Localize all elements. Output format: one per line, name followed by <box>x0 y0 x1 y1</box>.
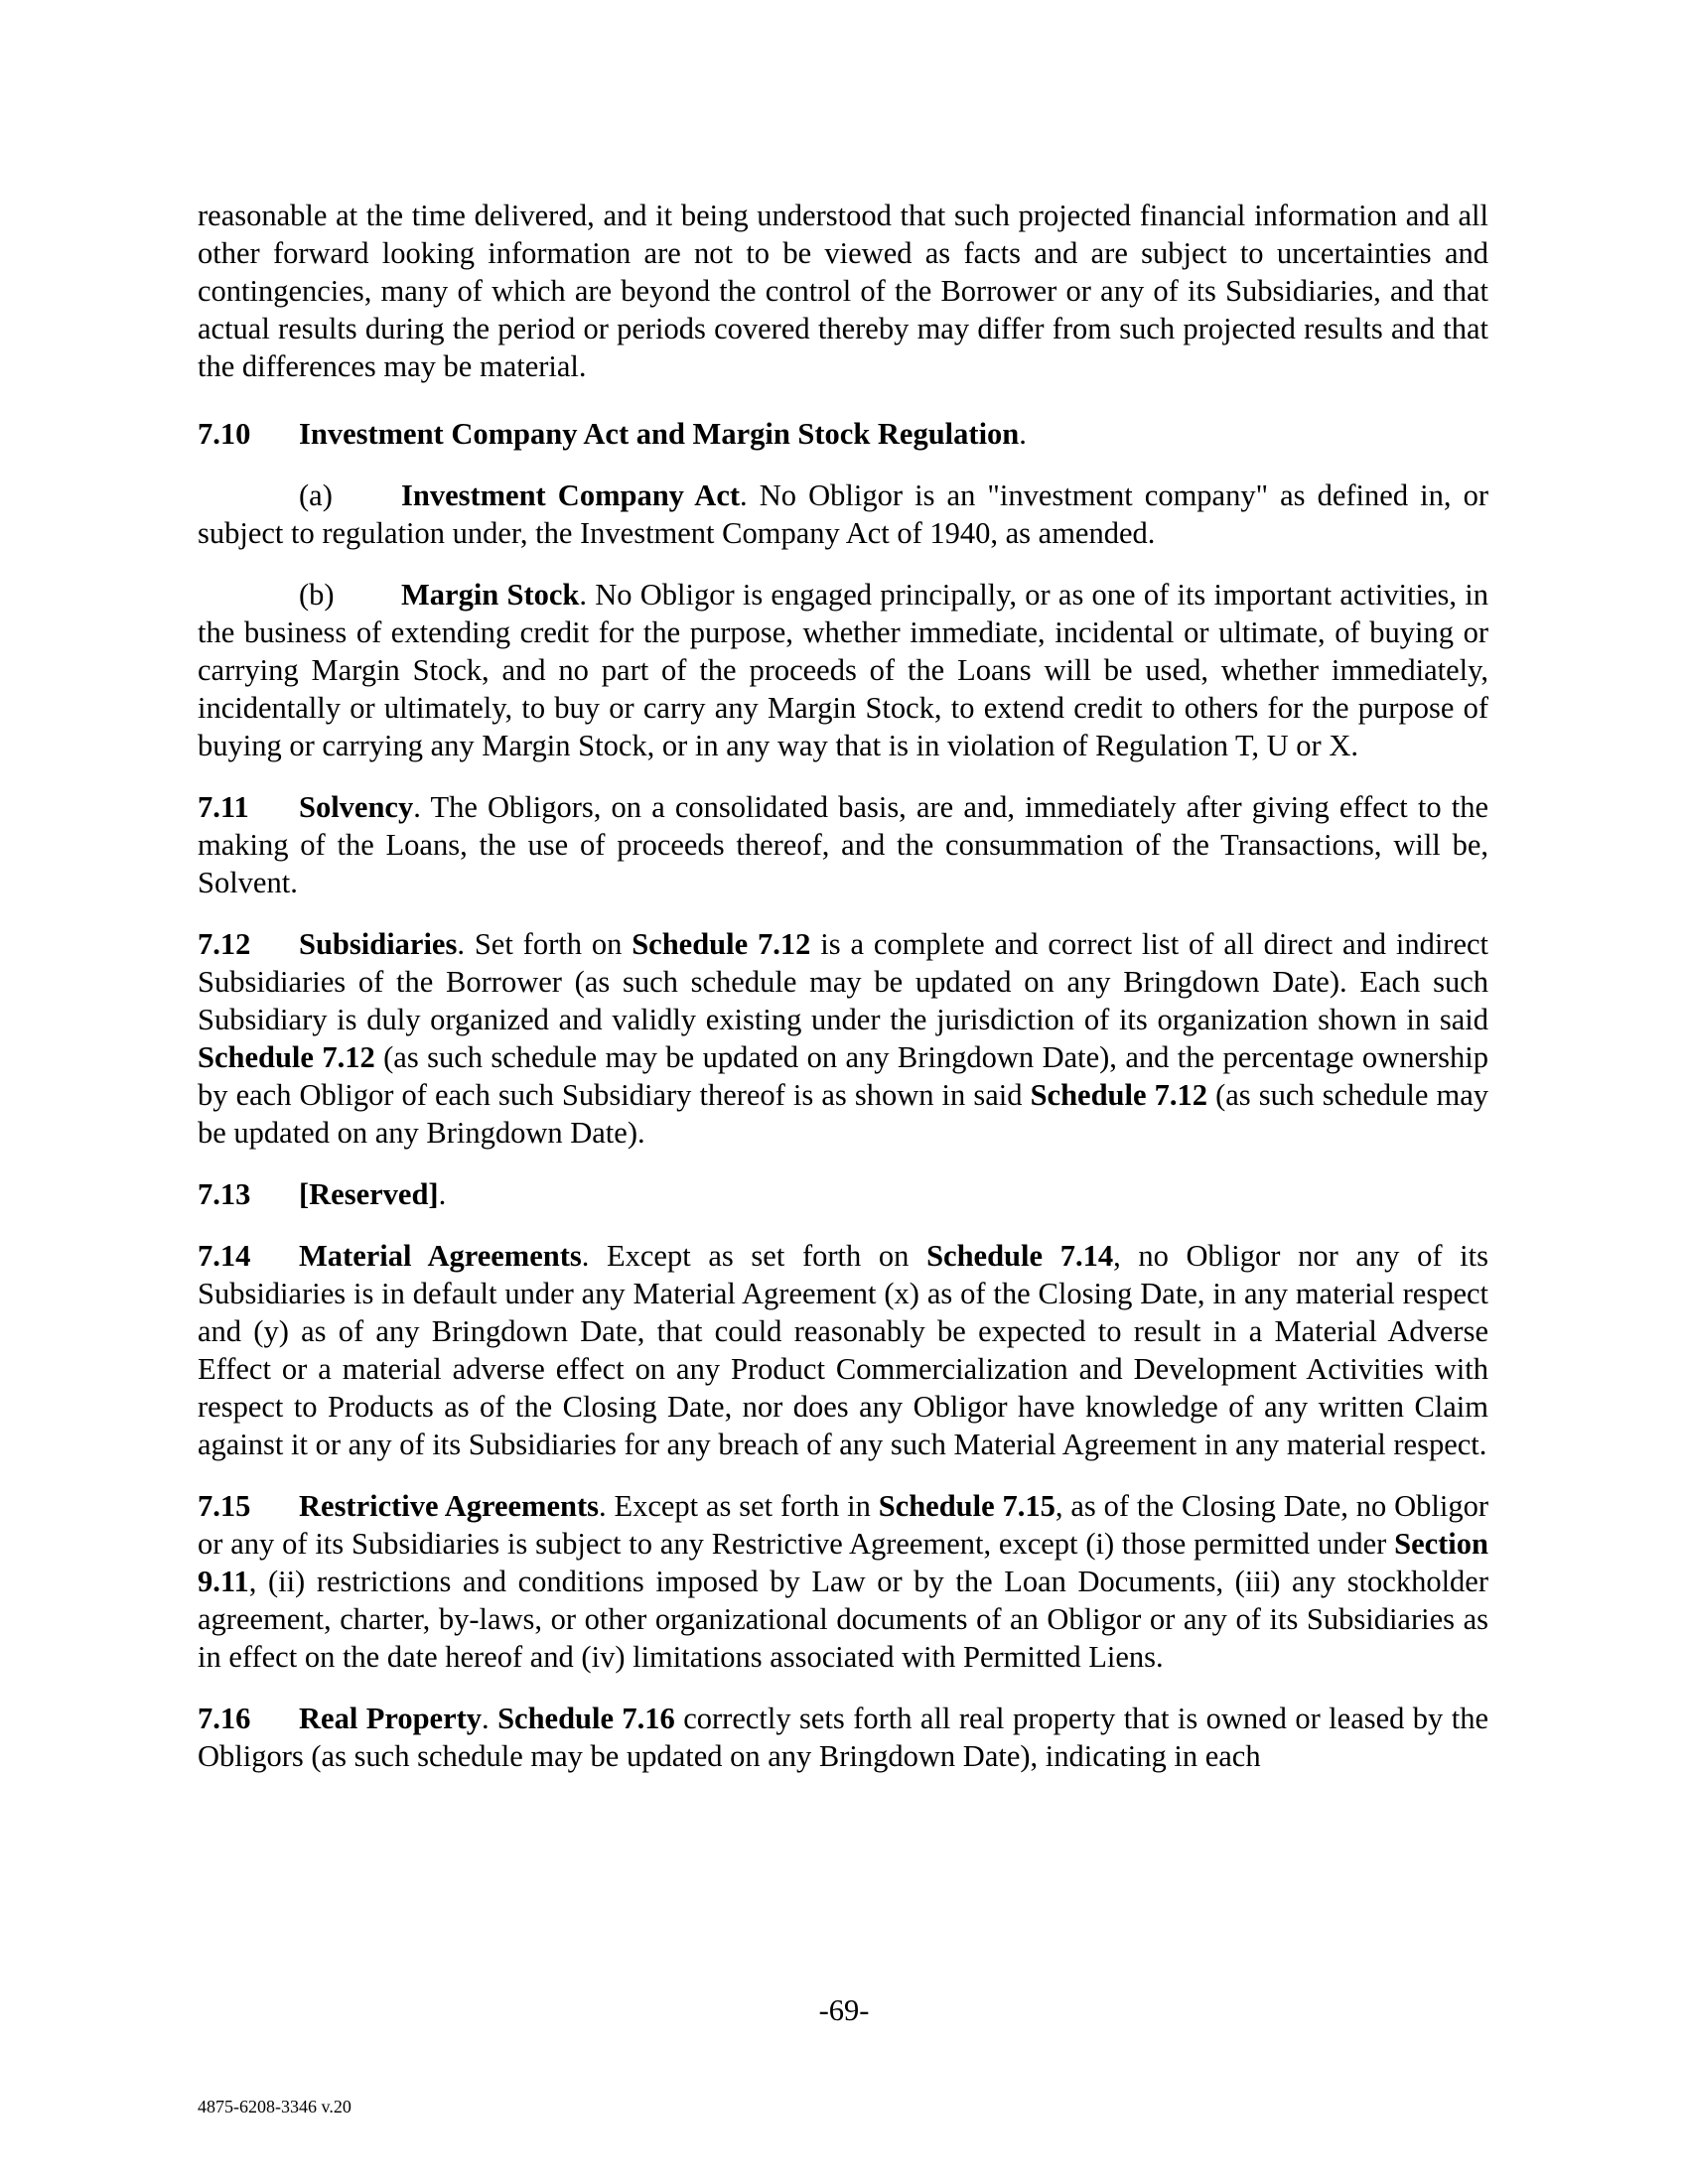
section-number: 7.11 <box>198 790 249 824</box>
schedule-reference: Schedule 7.14 <box>926 1239 1114 1273</box>
page-number: -69- <box>818 1993 870 2027</box>
section-7-10-a: (a) Investment Company Act. No Obligor is an "investment company" as defined in, or subject to regulation under, the Investment Company Act of 1940, as amended. <box>198 478 1489 550</box>
section-7-13: 7.13 [Reserved]. <box>198 1177 447 1211</box>
section-7-14: 7.14 Material Agreements. Except as set forth on Schedule 7.14, no Obligor nor any of its Subsidiaries is in default under any Material Agreement (x) as of the Closing Date, in any material respect and (y) as of any Bringdown Date, that could reasonably be expected to result in a Material Adverse Effect or a material adverse effect on any Product Commercialization and Development Activities with respect to Products as of the Closing Date, nor does any Obligor have knowledge of any written Claim against it or any of its Subsidiaries for any breach of any such Material Agreement in any material respect. <box>198 1239 1488 1461</box>
schedule-reference: Schedule 7.16 <box>497 1702 675 1735</box>
document-id: 4875-6208-3346 v.20 <box>198 2097 352 2116</box>
page-content <box>198 197 1488 1775</box>
section-7-10-b: (b) Margin Stock. No Obligor is engaged principally, or as one of its important activities, in the business of extending credit for the purpose, whether immediate, incidental or ultimate, of buying or carrying Margin Stock, and no part of the proceeds of the Loans will be used, whether immediately, incidentally or ultimately, to buy or carry any Margin Stock, to extend credit to others for the purpose of buying or carrying any Margin Stock, or in any way that is in violation of Regulation T, U or X. <box>198 578 1489 762</box>
section-title: Subsidiaries <box>299 927 458 961</box>
schedule-reference: Schedule 7.15 <box>878 1489 1055 1523</box>
section-title: [Reserved] <box>299 1177 439 1211</box>
section-title: Real Property <box>299 1702 483 1735</box>
section-7-11: 7.11 Solvency. The Obligors, on a consolidated basis, are and, immediately after giving effect to the making of the Loans, the use of proceeds thereof, and the consummation of the Transactions, will be, Solvent. <box>198 790 1488 899</box>
section-number: 7.16 <box>198 1702 251 1735</box>
section-title: Investment Company Act and Margin Stock Regulation <box>299 417 1020 451</box>
section-title: Restrictive Agreements <box>299 1489 599 1523</box>
intro-paragraph: reasonable at the time delivered, and it being understood that such projected financial information and all other forward looking information are not to be viewed as facts and are subject to uncertainties and contingencies, many of which are beyond the control of the Borrower or any of its Subsidiaries, and that actual results during the period or periods covered thereby may differ from such projected results and that the differences may be material. <box>198 199 1488 383</box>
section-number: 7.10 <box>198 417 251 451</box>
section-reference: Section 9.11 <box>198 1527 1488 1598</box>
section-7-16: 7.16 Real Property. Schedule 7.16 correctly sets forth all real property that is owned or leased by the Obligors (as such schedule may be updated on any Bringdown Date), indicating in each <box>198 1702 1488 1773</box>
schedule-reference: Schedule 7.12 <box>1030 1078 1207 1112</box>
clause-label: (a) <box>299 478 333 512</box>
section-number: 7.12 <box>198 927 251 961</box>
section-title: Material Agreements <box>299 1239 582 1273</box>
section-7-15: 7.15 Restrictive Agreements. Except as set forth in Schedule 7.15, as of the Closing Date, no Obligor or any of its Subsidiaries is subject to any Restrictive Agreement, except (i) those permitted under Section 9.11, (ii) restrictions and conditions imposed by Law or by the Loan Documents, (iii) any stockholder agreement, charter, by-laws, or other organizational documents of an Obligor or any of its Subsidiaries as in effect on the date hereof and (iv) limitations associated with Permitted Liens. <box>198 1489 1489 1674</box>
schedule-reference: Schedule 7.12 <box>198 1040 375 1074</box>
section-title: Solvency <box>299 790 414 824</box>
section-number: 7.14 <box>198 1239 251 1273</box>
section-number: 7.13 <box>198 1177 251 1211</box>
clause-label: (b) <box>299 578 335 612</box>
clause-title: Margin Stock <box>401 578 580 612</box>
section-number: 7.15 <box>198 1489 251 1523</box>
section-7-12: 7.12 Subsidiaries. Set forth on Schedule 7.12 is a complete and correct list of all direct and indirect Subsidiaries of the Borrower (as such schedule may be updated on any Bringdown Date). Each such Subsidiary is duly organized and validly existing under the jurisdiction of its organization shown in said Schedule 7.12 (as such schedule may be updated on any Bringdown Date), and the percentage ownership by each Obligor of each such Subsidiary thereof is as shown in said Schedule 7.12 (as such schedule may be updated on any Bringdown Date). <box>198 927 1489 1150</box>
schedule-reference: Schedule 7.12 <box>632 927 811 961</box>
section-7-10-heading: 7.10 Investment Company Act and Margin Stock Regulation. <box>198 417 1027 451</box>
clause-title: Investment Company Act <box>401 478 741 512</box>
